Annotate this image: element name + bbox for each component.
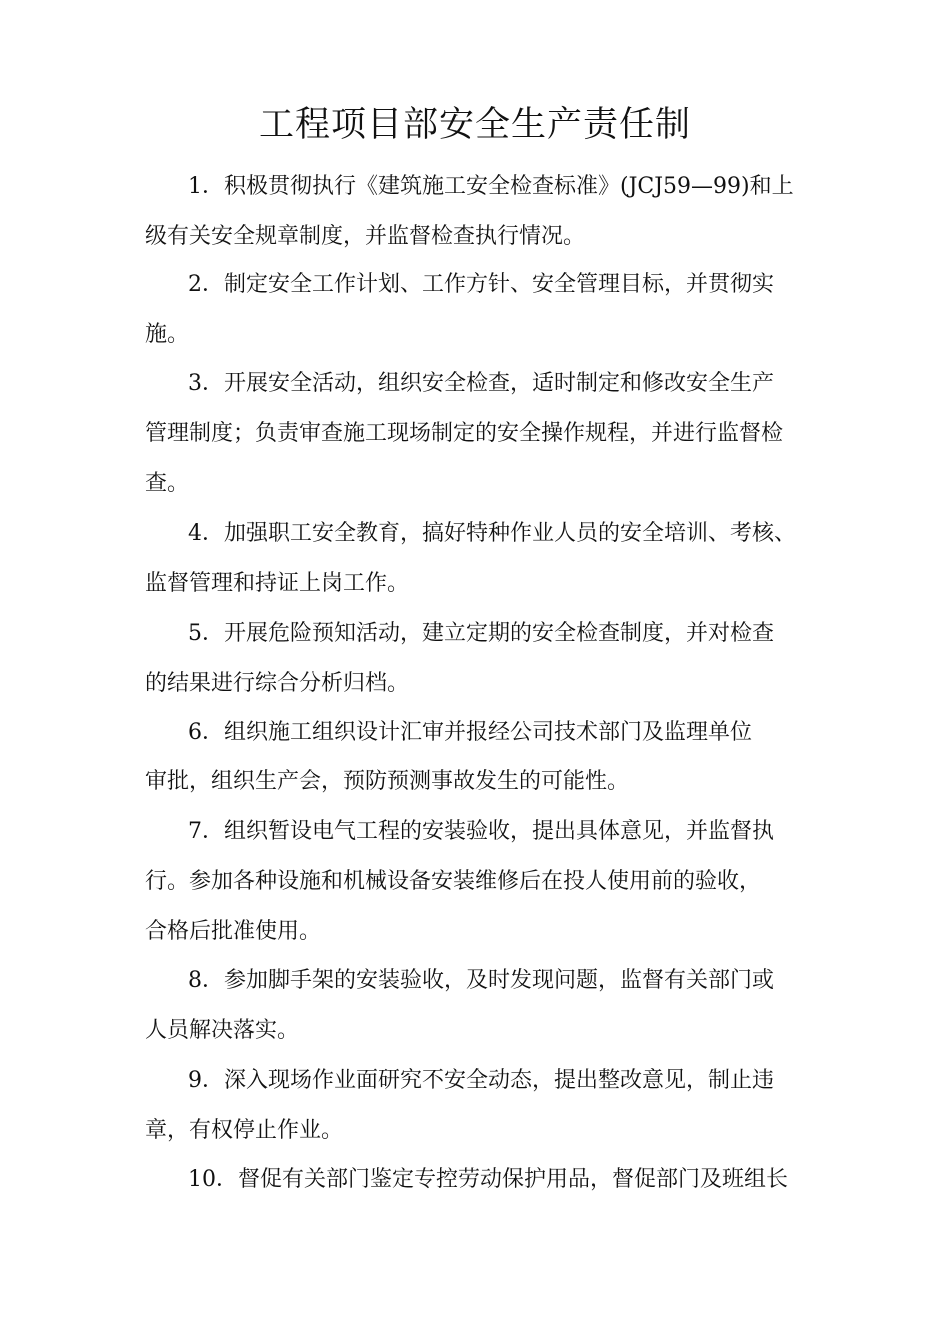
- item-6-line-1: 6．组织施工组织设计汇审并报经公司技术部门及监理单位: [188, 720, 752, 745]
- item-9-line-1: 9．深入现场作业面研究不安全动态，提出整改意见，制止违: [188, 1068, 774, 1093]
- item-2-line-1: 2．制定安全工作计划、工作方针、安全管理目标，并贯彻实: [188, 272, 774, 297]
- item-5-line-1: 5．开展危险预知活动，建立定期的安全检查制度，并对检查: [188, 621, 774, 646]
- item-3-line-3: 查。: [145, 471, 190, 496]
- item-4-line-2: 监督管理和持证上岗工作。: [145, 571, 410, 596]
- item-7-line-1: 7．组织暂设电气工程的安装验收，提出具体意见，并监督执: [188, 819, 774, 844]
- item-3-line-1: 3．开展安全活动，组织安全检查，适时制定和修改安全生产: [188, 371, 774, 396]
- item-5-line-2: 的结果进行综合分析归档。: [145, 671, 410, 696]
- item-6-line-2: 审批，组织生产会，预防预测事故发生的可能性。: [145, 769, 630, 794]
- document-title: 工程项目部安全生产责任制: [258, 105, 691, 145]
- item-2-line-2: 施。: [145, 322, 190, 347]
- item-7-line-2: 行。参加各种设施和机械设备安装维修后在投人使用前的验收，: [145, 869, 762, 894]
- item-3-line-2: 管理制度；负责审查施工现场制定的安全操作规程，并进行监督检: [145, 421, 784, 446]
- item-8-line-1: 8．参加脚手架的安装验收，及时发现问题，监督有关部门或: [188, 968, 774, 993]
- item-1-line-2: 级有关安全规章制度，并监督检查执行情况。: [145, 224, 586, 249]
- item-4-line-1: 4．加强职工安全教育，搞好特种作业人员的安全培训、考核、: [188, 521, 796, 546]
- item-7-line-3: 合格后批准使用。: [145, 919, 322, 944]
- item-8-line-2: 人员解决落实。: [145, 1018, 300, 1043]
- item-9-line-2: 章，有权停止作业。: [145, 1118, 344, 1143]
- item-10-line-1: 10．督促有关部门鉴定专控劳动保护用品，督促部门及班组长: [188, 1167, 788, 1192]
- item-1-line-1: 1．积极贯彻执行《建筑施工安全检查标准》(JCJ59—99)和上: [188, 174, 794, 199]
